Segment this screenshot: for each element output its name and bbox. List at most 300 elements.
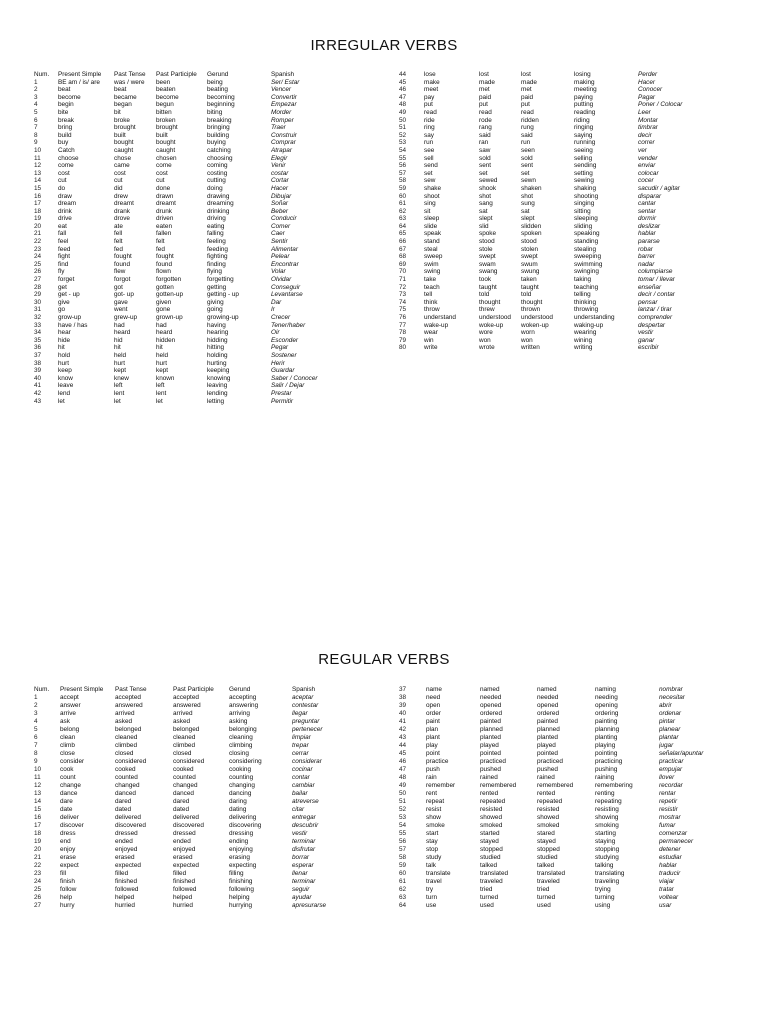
past-tense-cell: saw <box>479 146 491 154</box>
spanish-cell: planear <box>659 725 681 733</box>
past-participle-cell: found <box>156 260 172 268</box>
spanish-cell: decir <box>638 131 652 139</box>
verb-num-cell: 20 <box>34 222 42 230</box>
past-participle-cell: put <box>521 101 530 109</box>
table-row <box>399 710 744 718</box>
past-participle-cell: named <box>537 686 557 693</box>
table-row <box>34 758 389 766</box>
gerund-cell: putting <box>574 101 594 109</box>
gerund-cell: naming <box>595 686 616 693</box>
verb-num-cell: 24 <box>34 253 42 261</box>
table-row <box>399 155 744 163</box>
past-participle-cell: bought <box>156 139 176 147</box>
table-row <box>34 854 389 862</box>
past-tense-cell: won <box>479 336 491 344</box>
table-row <box>34 382 384 390</box>
verb-num-cell: 78 <box>399 329 407 337</box>
gerund-cell: seeing <box>574 146 593 154</box>
past-participle-cell: filled <box>173 869 187 877</box>
spanish-cell: hablar <box>659 861 677 869</box>
past-tense-cell: finished <box>115 877 138 885</box>
verb-num-cell: 50 <box>399 789 407 797</box>
header-spanish: Spanish <box>271 71 295 78</box>
table-row <box>399 806 744 814</box>
gerund-cell: dancing <box>229 789 252 797</box>
present-simple-cell: understand <box>424 314 456 321</box>
table-row <box>34 117 384 125</box>
verb-num-cell: 4 <box>34 101 38 109</box>
table-row <box>399 193 744 201</box>
regular-verbs-table-right <box>399 686 744 910</box>
table-row <box>34 109 384 117</box>
past-tense-cell: began <box>114 101 132 109</box>
past-tense-cell: caught <box>114 146 134 154</box>
past-participle-cell: had <box>156 321 167 329</box>
table-row <box>399 862 744 870</box>
table-row <box>399 750 744 758</box>
gerund-cell: taking <box>574 276 592 284</box>
present-simple-cell: keep <box>58 367 72 375</box>
gerund-cell: building <box>207 131 230 139</box>
spanish-cell: vender <box>638 154 658 162</box>
spanish-cell: rentar <box>659 789 676 797</box>
gerund-cell: feeling <box>207 238 226 246</box>
table-row <box>34 261 384 269</box>
table-row <box>399 822 744 830</box>
past-participle-cell: bitten <box>156 108 172 116</box>
gerund-cell: sweeping <box>574 253 602 261</box>
past-participle-cell: swum <box>521 260 538 268</box>
table-row <box>34 337 384 345</box>
table-row <box>34 253 384 261</box>
spanish-cell: hablar <box>638 230 656 238</box>
past-participle-cell: asked <box>173 717 191 725</box>
past-tense-cell: rode <box>479 116 492 124</box>
present-simple-cell: break <box>58 116 74 124</box>
spanish-cell: decir / contar <box>638 291 675 299</box>
header-num: Num. <box>34 71 50 78</box>
past-tense-cell: swam <box>479 260 496 268</box>
past-tense-cell: grew-up <box>114 314 138 321</box>
verb-num-cell: 41 <box>34 382 42 390</box>
present-simple-cell: stay <box>426 837 438 845</box>
table-row <box>34 208 384 216</box>
present-simple-cell: order <box>426 709 441 717</box>
verb-num-cell: 3 <box>34 709 38 717</box>
past-participle-cell: opened <box>537 701 559 709</box>
present-simple-cell: arrive <box>60 709 76 717</box>
past-participle-cell: stared <box>537 829 555 837</box>
past-tense-cell: pushed <box>480 765 501 773</box>
spanish-cell: disparar <box>638 192 662 200</box>
past-tense-cell: slid <box>479 222 489 230</box>
verb-num-cell: 37 <box>34 351 42 359</box>
spanish-cell: Saber / Conocer <box>271 374 318 382</box>
verb-num-cell: 50 <box>399 116 407 124</box>
verb-num-cell: 12 <box>34 781 42 789</box>
gerund-cell: hearing <box>207 329 229 337</box>
present-simple-cell: meet <box>424 86 439 94</box>
past-tense-cell: hit <box>114 344 121 352</box>
present-simple-cell: practice <box>426 757 449 765</box>
past-participle-cell: flown <box>156 268 171 276</box>
verb-num-cell: 41 <box>399 717 407 725</box>
past-tense-cell: studied <box>480 853 501 861</box>
spanish-cell: Atrapar <box>271 146 292 154</box>
table-row <box>34 862 389 870</box>
gerund-cell: cleaning <box>229 733 253 741</box>
spanish-cell: Alimentar <box>271 245 298 253</box>
table-row <box>34 830 389 838</box>
verb-num-cell: 37 <box>399 686 407 693</box>
present-simple-cell: resist <box>426 805 442 813</box>
table-row <box>34 790 389 798</box>
past-tense-cell: opened <box>480 701 502 709</box>
gerund-cell: pushing <box>595 765 618 773</box>
verb-num-cell: 67 <box>399 245 407 253</box>
past-tense-cell: followed <box>115 885 139 893</box>
past-participle-cell: played <box>537 741 556 749</box>
spanish-cell: Comprar <box>271 139 296 147</box>
verb-num-cell: 55 <box>399 829 407 837</box>
verb-num-cell: 39 <box>34 367 42 375</box>
gerund-cell: standing <box>574 238 599 246</box>
present-simple-cell: translate <box>426 869 451 877</box>
past-participle-cell: hurried <box>173 901 193 909</box>
table-row <box>399 878 744 886</box>
gerund-cell: singing <box>574 200 595 208</box>
past-participle-cell: cost <box>156 169 168 177</box>
table-row <box>34 238 384 246</box>
past-tense-cell: set <box>479 169 488 177</box>
present-simple-cell: fall <box>58 230 67 238</box>
header-past-participle: Past Participle <box>173 686 214 693</box>
past-participle-cell: shot <box>521 192 534 200</box>
table-row <box>34 314 384 322</box>
verb-num-cell: 15 <box>34 805 42 813</box>
present-simple-cell: wear <box>424 329 438 337</box>
present-simple-cell: drive <box>58 215 72 223</box>
past-tense-cell: changed <box>115 781 140 789</box>
present-simple-cell: hold <box>58 351 71 359</box>
past-tense-cell: gave <box>114 298 128 306</box>
present-simple-cell: forget <box>58 276 75 284</box>
spanish-cell: Beber <box>271 207 289 215</box>
verb-num-cell: 19 <box>34 837 42 845</box>
past-participle-cell: gotten-up <box>156 291 184 299</box>
present-simple-cell: throw <box>424 306 440 314</box>
present-simple-cell: start <box>426 829 439 837</box>
table-row <box>399 870 744 878</box>
past-participle-cell: slidden <box>521 222 542 230</box>
past-participle-cell: spoken <box>521 230 542 238</box>
present-simple-cell: set <box>424 169 433 177</box>
past-tense-cell: wore <box>479 329 493 337</box>
past-tense-cell: started <box>480 829 500 837</box>
gerund-cell: helping <box>229 893 250 901</box>
spanish-cell: Conseguir <box>271 283 301 291</box>
past-tense-cell: practiced <box>480 757 506 765</box>
spanish-cell: vestir <box>638 329 654 337</box>
past-tense-cell: used <box>480 901 494 909</box>
gerund-cell: setting <box>574 169 593 177</box>
table-row <box>399 101 744 109</box>
gerund-cell: having <box>207 321 226 329</box>
present-simple-cell: remember <box>426 781 456 789</box>
gerund-cell: using <box>595 901 611 909</box>
present-simple-cell: fight <box>58 253 71 261</box>
past-participle-cell: answered <box>173 701 201 709</box>
spanish-cell: colocar <box>638 169 659 177</box>
past-participle-cell: said <box>521 131 533 139</box>
table-row <box>34 352 384 360</box>
gerund-cell: traveling <box>595 877 620 885</box>
verb-num-cell: 28 <box>34 283 42 291</box>
present-simple-cell: stop <box>426 845 439 853</box>
past-tense-cell: bought <box>114 139 134 147</box>
gerund-cell: practicing <box>595 757 623 765</box>
spanish-cell: tomar / llevar <box>638 276 675 284</box>
gerund-cell: translating <box>595 869 625 877</box>
verb-num-cell: 54 <box>399 146 407 154</box>
present-simple-cell: have / has <box>58 321 88 329</box>
table-row <box>34 94 384 102</box>
present-simple-cell: date <box>60 805 73 813</box>
present-simple-cell: try <box>426 885 434 893</box>
verb-num-cell: 58 <box>399 853 407 861</box>
spanish-cell: Salir / Dejar <box>271 382 305 390</box>
past-participle-cell: danced <box>173 789 194 797</box>
present-simple-cell: tell <box>424 291 433 299</box>
table-row <box>34 798 389 806</box>
header-present-simple: Present Simple <box>58 71 102 78</box>
verb-num-cell: 56 <box>399 837 407 845</box>
table-row <box>34 185 384 193</box>
verb-num-cell: 39 <box>399 701 407 709</box>
spanish-cell: ordenar <box>659 709 682 717</box>
present-simple-cell: write <box>424 344 438 352</box>
past-participle-cell: written <box>521 344 540 352</box>
present-simple-cell: feed <box>58 245 71 253</box>
present-simple-cell: speak <box>424 230 442 238</box>
gerund-cell: meeting <box>574 86 597 94</box>
verb-num-cell: 5 <box>34 108 38 116</box>
past-participle-cell: discovered <box>173 821 204 829</box>
past-tense-cell: let <box>114 397 121 405</box>
present-simple-cell: lend <box>58 389 71 397</box>
spanish-cell: Soñar <box>271 200 289 208</box>
gerund-cell: resisting <box>595 805 619 813</box>
past-participle-cell: counted <box>173 773 196 781</box>
present-simple-cell: push <box>426 765 440 773</box>
past-participle-cell: told <box>521 291 532 299</box>
spanish-cell: Cortar <box>271 177 289 185</box>
past-participle-cell: talked <box>537 861 555 869</box>
gerund-cell: driving <box>207 215 226 223</box>
verb-num-cell: 74 <box>399 298 407 306</box>
table-row <box>399 830 744 838</box>
past-participle-cell: left <box>156 382 165 390</box>
table-row <box>34 223 384 231</box>
spanish-cell: traducir <box>659 869 681 877</box>
gerund-cell: changing <box>229 781 255 789</box>
spanish-cell: plantar <box>659 733 679 741</box>
verb-num-cell: 46 <box>399 86 407 94</box>
past-participle-cell: pushed <box>537 765 558 773</box>
table-row <box>34 79 384 87</box>
gerund-cell: dreaming <box>207 200 234 208</box>
gerund-cell: talking <box>595 861 614 869</box>
past-participle-cell: rented <box>537 789 556 797</box>
present-simple-cell: draw <box>58 192 72 200</box>
spanish-cell: bailar <box>292 789 308 797</box>
table-row <box>399 299 744 307</box>
gerund-cell: choosing <box>207 154 233 162</box>
past-participle-cell: stood <box>521 238 537 246</box>
spanish-cell: contestar <box>292 701 319 709</box>
present-simple-cell: consider <box>60 757 85 765</box>
gerund-cell: reading <box>574 108 596 116</box>
gerund-cell: stopping <box>595 845 620 853</box>
spanish-cell: abrir <box>659 701 672 709</box>
spanish-cell: disfrutar <box>292 845 316 853</box>
present-simple-cell: hide <box>58 336 71 344</box>
past-tense-cell: asked <box>115 717 133 725</box>
past-tense-cell: expected <box>115 861 141 869</box>
present-simple-cell: dare <box>60 797 73 805</box>
spanish-cell: recordar <box>659 781 683 789</box>
past-participle-cell: erased <box>173 853 193 861</box>
past-participle-cell: sat <box>521 207 530 215</box>
spanish-cell: apresurarse <box>292 901 327 909</box>
present-simple-cell: swing <box>424 268 441 276</box>
gerund-cell: speaking <box>574 230 600 238</box>
spanish-cell: llover <box>659 773 675 781</box>
past-tense-cell: drove <box>114 215 130 223</box>
table-row <box>399 86 744 94</box>
header-past-tense: Past Tense <box>115 686 147 693</box>
present-simple-cell: sleep <box>424 215 440 223</box>
gerund-cell: swimming <box>574 260 603 268</box>
past-participle-cell: made <box>521 78 537 86</box>
spanish-cell: pararse <box>638 238 660 246</box>
past-tense-cell: came <box>114 162 130 170</box>
present-simple-cell: choose <box>58 154 79 162</box>
past-tense-cell: fell <box>114 230 123 238</box>
spanish-cell: borrar <box>292 853 310 861</box>
verb-num-cell: 57 <box>399 845 407 853</box>
spanish-cell: timbrar <box>638 124 658 132</box>
past-participle-cell: forgotten <box>156 276 182 284</box>
present-simple-cell: close <box>60 749 75 757</box>
past-participle-cell: ended <box>173 837 191 845</box>
past-tense-cell: heard <box>114 329 131 337</box>
table-row <box>399 838 744 846</box>
spanish-cell: fumar <box>659 821 676 829</box>
gerund-cell: getting - up <box>207 291 239 299</box>
present-simple-cell: give <box>58 298 70 306</box>
table-row <box>399 798 744 806</box>
gerund-cell: wining <box>574 336 593 344</box>
verb-num-cell: 55 <box>399 154 407 162</box>
table-row <box>34 710 389 718</box>
gerund-cell: understanding <box>574 314 615 321</box>
present-simple-cell: sweep <box>424 253 443 261</box>
past-tense-cell: stood <box>479 238 495 246</box>
spanish-cell: aceptar <box>292 693 314 701</box>
present-simple-cell: use <box>426 901 437 909</box>
verb-num-cell: 42 <box>399 725 407 733</box>
past-tense-cell: named <box>480 686 500 693</box>
present-simple-cell: repeat <box>426 797 445 805</box>
past-tense-cell: had <box>114 321 125 329</box>
past-participle-cell: turned <box>537 893 556 901</box>
past-participle-cell: delivered <box>173 813 199 821</box>
present-simple-cell: win <box>424 336 434 344</box>
past-tense-cell: arrived <box>115 709 135 717</box>
verb-num-cell: 7 <box>34 741 38 749</box>
gerund-cell: trying <box>595 885 611 893</box>
present-simple-cell: accept <box>60 693 79 701</box>
past-participle-cell: hidden <box>156 336 176 344</box>
present-simple-cell: say <box>424 131 434 139</box>
spanish-cell: Ir <box>271 306 275 314</box>
past-tense-cell: understood <box>479 314 511 321</box>
spanish-cell: cantar <box>638 200 656 208</box>
past-participle-cell: ridden <box>521 116 539 124</box>
table-row <box>399 758 744 766</box>
past-participle-cell: ordered <box>537 709 560 717</box>
spanish-cell: ver <box>638 146 647 154</box>
past-tense-cell: spoke <box>479 230 497 238</box>
verb-num-cell: 2 <box>34 86 38 94</box>
table-row <box>399 894 744 902</box>
past-tense-cell: thought <box>479 298 501 306</box>
gerund-cell: falling <box>207 230 224 238</box>
verb-num-cell: 13 <box>34 169 42 177</box>
gerund-cell: sending <box>574 162 597 170</box>
past-participle-cell: studied <box>537 853 558 861</box>
verb-num-cell: 11 <box>34 154 41 162</box>
past-participle-cell: taught <box>521 283 539 291</box>
past-tense-cell: pointed <box>480 749 501 757</box>
table-row <box>34 329 384 337</box>
past-tense-cell: enjoyed <box>115 845 138 853</box>
present-simple-cell: shoot <box>424 192 440 200</box>
present-simple-cell: cost <box>58 169 70 177</box>
spanish-cell: tratar <box>659 885 674 893</box>
past-participle-cell: understood <box>521 314 553 321</box>
verb-num-cell: 72 <box>399 283 407 291</box>
past-tense-cell: took <box>479 276 492 284</box>
past-participle-cell: showed <box>537 813 560 821</box>
verb-num-cell: 58 <box>399 177 407 185</box>
present-simple-cell: bite <box>58 108 69 116</box>
spanish-cell: resistir <box>659 805 678 813</box>
present-simple-cell: find <box>58 260 69 268</box>
present-simple-cell: see <box>424 146 435 154</box>
past-tense-cell: showed <box>480 813 503 821</box>
verb-num-cell: 62 <box>399 885 407 893</box>
past-participle-cell: met <box>521 86 532 94</box>
past-participle-cell: drunk <box>156 207 172 215</box>
present-simple-cell: ask <box>60 717 70 725</box>
past-participle-cell: dared <box>173 797 190 805</box>
table-row <box>34 886 389 894</box>
present-simple-cell: plan <box>426 725 439 733</box>
irregular-verbs-table-left <box>34 71 384 405</box>
past-tense-cell: put <box>479 101 488 109</box>
